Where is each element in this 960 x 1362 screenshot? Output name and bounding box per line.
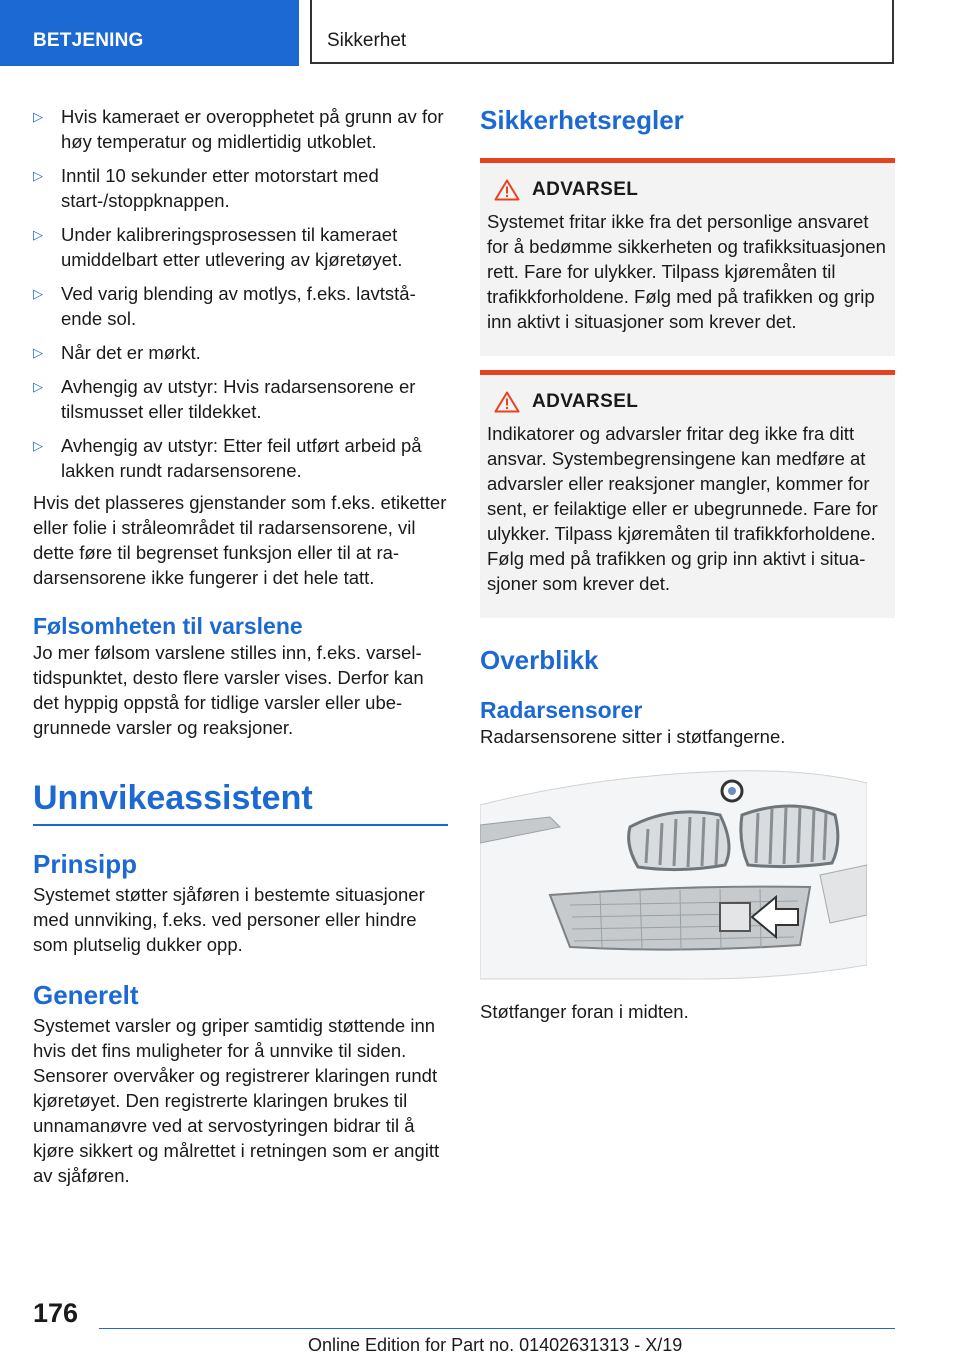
section-title: BETJENING xyxy=(33,30,144,51)
warning-title xyxy=(487,179,887,201)
triangle-bullet-icon: ▷ xyxy=(33,168,43,183)
warning-label: ADVARSEL xyxy=(532,179,639,200)
chapter-tab xyxy=(310,0,894,64)
warning-text: Indikatorer og advarsler fritar deg ikke fra ditt ansvar. Systembegrensingene kan medføre at advarsler eller reaksjoner mangler, kommer for sent, er feilaktige eller er ubegrunnede. Fare for ulykker. Tilpass kjøremåten til trafikkforholdene. Følg med på trafikken og grip inn aktivt i situasjoner som krever det. xyxy=(487,423,878,594)
page-number: 176 xyxy=(33,1298,79,1328)
list-item: ▷ Avhengig av utstyr: Etter feil utført arbeid på lakken rundt radarsensorene. xyxy=(33,435,422,481)
triangle-bullet-icon: ▷ xyxy=(33,438,43,453)
warning-triangle-icon xyxy=(494,179,520,201)
list-item: ▷ Ved varig blending av motlys, f.eks. lavtstående sol. xyxy=(33,283,416,329)
principle-heading: Prinsipp xyxy=(33,849,138,879)
list-item: ▷ Inntil 10 sekunder etter motorstart med start-/stoppknappen. xyxy=(33,165,379,211)
front-bumper-illustration xyxy=(480,765,867,985)
radar-paragraph: Radarsensorene sitter i støtfangerne. xyxy=(480,726,786,747)
warning-box xyxy=(480,158,895,356)
condition-list xyxy=(33,104,448,483)
chapter-title: Sikkerhet xyxy=(327,30,407,51)
objects-paragraph: Hvis det plasseres gjenstander som f.eks. etiketter eller folie i stråleområdet til radarsensorene, vil dette føre til begrenset funksjon eller til at radarsensorene ikke fungerer i det hele tatt. xyxy=(33,492,447,588)
triangle-bullet-icon: ▷ xyxy=(33,345,43,360)
radar-heading: Radarsensorer xyxy=(480,697,643,723)
footer-divider xyxy=(99,1328,895,1329)
image-caption: Støtfanger foran i midten. xyxy=(480,1001,689,1022)
sensitivity-paragraph: Jo mer følsom varslene stilles inn, f.eks. varseltidspunktet, desto flere varsler vises. Derfor kan det hyppig oppstå for tidlige varsler eller ubegrunnede varsler og reaksjoner. xyxy=(33,642,424,738)
principle-paragraph: Systemet støtter sjåføren i bestemte situasjoner med unnviking, f.eks. ved personer eller hindre som plutselig dukker opp. xyxy=(33,884,425,955)
list-item: ▷ Under kalibreringsprosessen til kameraet umiddelbart etter utlevering av kjøretøyet. xyxy=(33,224,403,270)
overview-heading: Overblikk xyxy=(480,645,599,675)
safety-heading: Sikkerhetsregler xyxy=(480,105,684,135)
general-heading: Generelt xyxy=(33,980,139,1010)
list-item: ▷ Avhengig av utstyr: Hvis radarsensorene er tilsmusset eller tildekket. xyxy=(33,376,416,422)
triangle-bullet-icon: ▷ xyxy=(33,379,43,394)
warning-triangle-icon xyxy=(494,391,520,413)
sensitivity-heading: Følsomheten til varslene xyxy=(33,613,303,639)
warning-text: Systemet fritar ikke fra det personlige ansvaret for å bedømme sikkerheten og trafikksituasjonen rett. Fare for ulykker. Tilpass kjøremåten til trafikkforholdene. Følg med på trafikken og grip inn aktivt i situasjoner som krever det. xyxy=(487,211,886,332)
warning-label: ADVARSEL xyxy=(532,391,639,412)
general-paragraph: Systemet varsler og griper samtidig støttende inn hvis det fins muligheter for å unnvike til siden. Sensorer overvåker og registrerer klaringen rundt kjøretøyet. Den registrerte klaringen brukes til unnamanøvre ved at servostyringen bidrar til å kjøre sikkert og målrettet i retningen som er angitt av sjåføren. xyxy=(33,1015,440,1186)
triangle-bullet-icon: ▷ xyxy=(33,227,43,242)
section-tab xyxy=(0,0,299,66)
page-title: Unnvikeassistent xyxy=(33,779,313,817)
warning-title xyxy=(487,391,887,413)
warning-box xyxy=(480,370,895,618)
list-item: ▷ Hvis kameraet er overopphetet på grunn av for høy temperatur og midlertidig utkoblet. xyxy=(33,106,444,152)
left-column xyxy=(33,104,448,1188)
right-column xyxy=(480,104,895,1024)
title-divider xyxy=(33,824,448,826)
list-item: ▷ Når det er mørkt. xyxy=(33,342,201,363)
footer-edition: Online Edition for Part no. 01402631313 - X/19 xyxy=(308,1335,683,1355)
triangle-bullet-icon: ▷ xyxy=(33,109,43,124)
triangle-bullet-icon: ▷ xyxy=(33,286,43,301)
